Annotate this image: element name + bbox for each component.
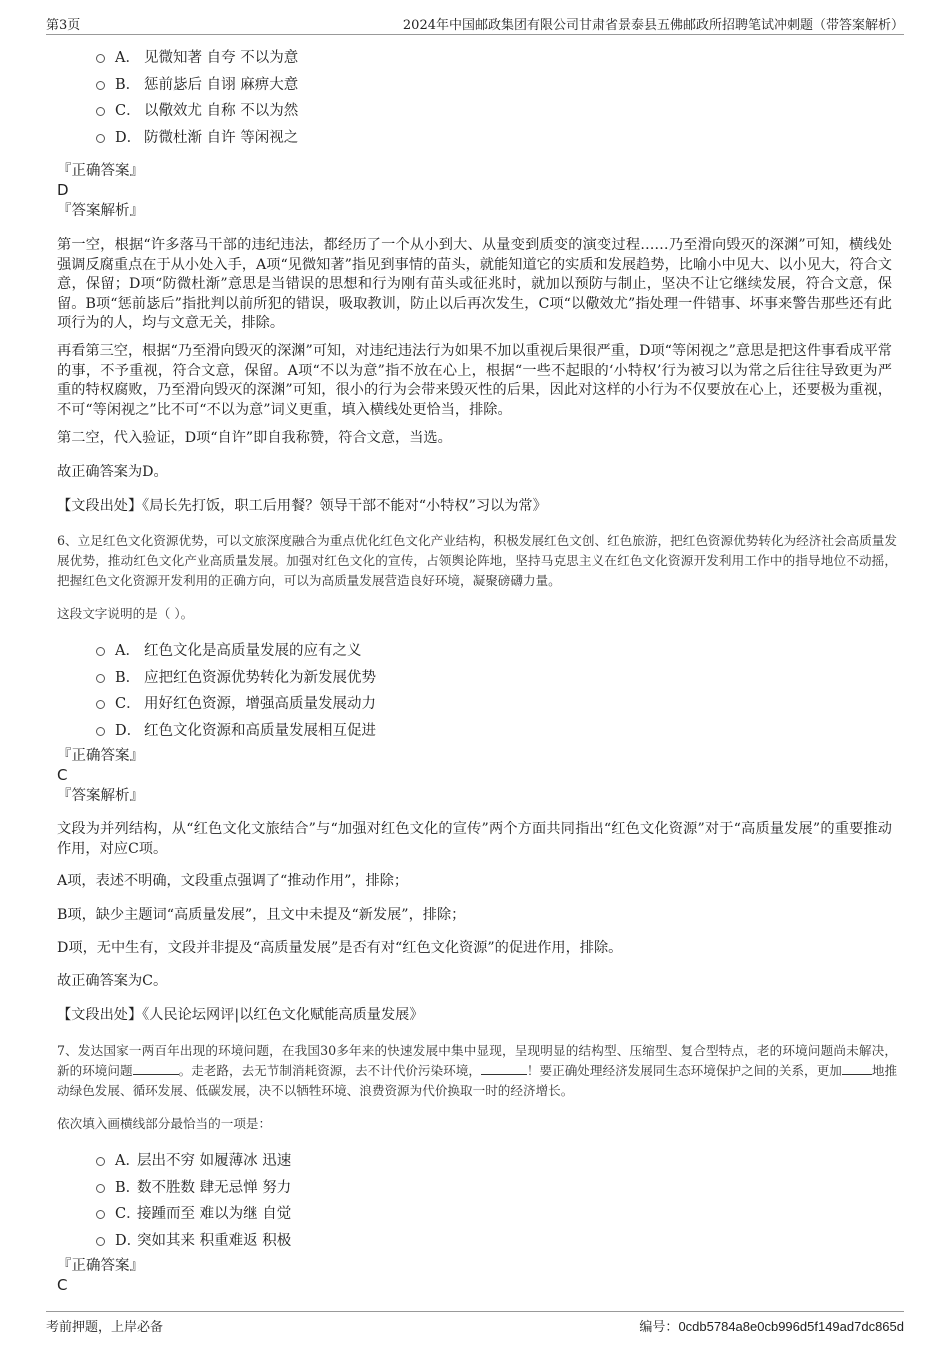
q5-analysis-p3: 第二空，代入验证，D项“自许”即自我称赞，符合文意，当选。 xyxy=(57,430,452,446)
radio-icon[interactable] xyxy=(96,1157,105,1166)
radio-icon[interactable] xyxy=(96,674,105,683)
code-value: 0cdb5784a8e0cb996d5f149ad7dc865d xyxy=(678,1319,904,1334)
option-key: D． xyxy=(115,722,142,739)
radio-icon[interactable] xyxy=(96,1184,105,1193)
q7-option-b[interactable] xyxy=(96,1175,696,1202)
radio-icon[interactable] xyxy=(96,727,105,736)
q7-answer: C xyxy=(57,1276,68,1294)
option-key: B． xyxy=(115,669,141,686)
option-key: D． xyxy=(115,1232,142,1249)
q6-option-c[interactable] xyxy=(96,691,696,718)
option-key: C． xyxy=(115,696,141,712)
q5-source: 【文段出处】《局长先打饭，职工后用餐？领导干部不能对“小特权”习以为常》 xyxy=(57,498,547,514)
answer-blank xyxy=(481,1062,527,1075)
q6-analysis-p4: D项，无中生有，文段并非提及“高质量发展”是否有对“红色文化资源”的促进作用，排除。 xyxy=(57,940,623,956)
q5-answer-label: 『正确答案』 xyxy=(57,163,144,179)
radio-icon[interactable] xyxy=(96,700,105,709)
document-title: 2024年中国邮政集团有限公司甘肃省景泰县五佛邮政所招聘笔试冲刺题（带答案解析） xyxy=(402,18,904,33)
q6-options xyxy=(96,638,696,744)
answer-blank xyxy=(133,1062,179,1075)
option-key: A． xyxy=(115,50,140,66)
option-key: B． xyxy=(115,1179,141,1196)
q6-question: 这段文字说明的是（ ）。 xyxy=(57,606,194,621)
q6-analysis-p2: A项，表述不明确，文段重点强调了“推动作用”，排除； xyxy=(57,873,409,889)
q6-option-b[interactable] xyxy=(96,665,696,692)
q7-stem-part-1: 7、发达国家一两百年出现的环境问题，在我国30多年来的快速发展中集中显现，呈现明显的结构型、压缩型、复合型特点，老的环境问题尚未解决，新的环境问题 xyxy=(57,1043,897,1078)
q5-analysis-p2: 再看第三空，根据“乃至滑向毁灭的深渊”可知，对违纪违法行为如果不加以重视后果很严重，D项“等闲视之”意思是把这件事看成平常的事，不予重视，符合文意，保留。A项“不以为意”指不放在心上，根据“一些不起眼的‘小特权’行为被习以为常之后往往导致更为严重的特权腐败，乃至滑向毁灭的深渊”可知，很小的行为会带来毁灭性的后果，因此对这样的小行为不仅要放在心上，还要极为重视，不可“等闲视之”比不可“不以为意”词义更重，填入横线处更恰当，排除。 xyxy=(57,343,892,418)
q5-options xyxy=(96,45,696,151)
radio-icon[interactable] xyxy=(96,1237,105,1246)
q7-options xyxy=(96,1148,696,1254)
q6-analysis-p5: 故正确答案为C。 xyxy=(57,973,168,989)
document-code xyxy=(639,1316,904,1335)
q5-analysis-p1: 第一空，根据“许多落马干部的违纪违法，都经历了一个从小到大、从量变到质变的演变过程……乃至滑向毁灭的深渊”可知，横线处强调反腐重点在于从小处入手，A项“见微知著”指见到事情的苗头，就能知道它的实质和发展趋势，比喻小中见大、以小见大，符合文意，保留；D项“防微杜渐”意思是当错误的思想和行为刚有苗头或征兆时，就加以预防与制止，坚决不让它继续发展，符合文意，保留。B项“惩前毖后”指批判以前所犯的错误，吸取教训，防止以后再次发生，C项“以儆效尤”指处理一件错事、坏事来警告那些还有此项行为的人，均与文意无关，排除。 xyxy=(57,237,892,332)
q5-option-c[interactable] xyxy=(96,98,696,125)
q6-option-a[interactable] xyxy=(96,638,696,665)
q7-stem-part-3: ！要正确处理经济发展同生态环境保护之间的关系，更加 xyxy=(526,1063,842,1078)
option-text: 惩前毖后 自诩 麻痹大意 xyxy=(144,76,299,93)
option-text: 数不胜数 肆无忌惮 努力 xyxy=(137,1179,292,1196)
radio-icon[interactable] xyxy=(96,1210,105,1219)
radio-icon[interactable] xyxy=(96,647,105,656)
page-header xyxy=(46,14,904,35)
q5-option-a[interactable] xyxy=(96,45,696,72)
footer-slogan: 考前押题，上岸必备 xyxy=(46,1320,164,1335)
q6-analysis-p1: 文段为并列结构，从“红色文化文旅结合”与“加强对红色文化的宣传”两个方面共同指出“红色文化资源”对于“高质量发展”的重要推动作用，对应C项。 xyxy=(57,821,892,857)
q6-answer: C xyxy=(57,766,68,784)
radio-icon[interactable] xyxy=(96,54,105,63)
q6-analysis-p3: B项，缺少主题词“高质量发展”，且文中未提及“新发展”，排除； xyxy=(57,907,466,923)
radio-icon[interactable] xyxy=(96,107,105,116)
q6-stem: 6、立足红色文化资源优势，可以文旅深度融合为重点优化红色文化产业结构，积极发展红色文创、红色旅游，把红色资源优势转化为经济社会高质量发展优势，推动红色文化产业高质量发展。加强对红色文化的宣传，占领舆论阵地，坚持马克思主义在红色文化资源开发利用工作中的指导地位不动摇，把握红色文化资源开发利用的正确方向，可以为高质量发展营造良好环境，凝聚磅礴力量。 xyxy=(57,533,897,588)
q7-answer-label: 『正确答案』 xyxy=(57,1258,144,1274)
q7-stem-part-4: 地推动绿色发展、循环发展、低碳发展，决不以牺牲环境、浪费资源为代价换取一时的经济增长。 xyxy=(57,1063,898,1098)
radio-icon[interactable] xyxy=(96,134,105,143)
q7-stem xyxy=(57,1041,897,1101)
q6-analysis-label: 『答案解析』 xyxy=(57,788,144,804)
q6-source: 【文段出处】《人民论坛网评|以红色文化赋能高质量发展》 xyxy=(57,1007,424,1023)
q7-option-a[interactable] xyxy=(96,1148,696,1175)
page-footer xyxy=(46,1311,904,1335)
option-key: D． xyxy=(115,129,142,146)
option-text: 应把红色资源优势转化为新发展优势 xyxy=(144,669,376,686)
q5-option-d[interactable] xyxy=(96,125,696,152)
option-text: 层出不穷 如履薄冰 迅速 xyxy=(137,1153,292,1169)
code-label: 编号： xyxy=(639,1320,679,1335)
q7-option-c[interactable] xyxy=(96,1201,696,1228)
option-text: 防微杜渐 自许 等闲视之 xyxy=(144,129,299,146)
q7-question: 依次填入画横线部分最恰当的一项是： xyxy=(57,1116,272,1131)
option-key: C． xyxy=(115,103,141,119)
page-number: 第3页 xyxy=(46,18,81,33)
option-key: A． xyxy=(115,1153,140,1169)
option-text: 用好红色资源，增强高质量发展动力 xyxy=(144,696,376,712)
q5-analysis-label: 『答案解析』 xyxy=(57,203,144,219)
q5-option-b[interactable] xyxy=(96,72,696,99)
option-text: 接踵而至 难以为继 自觉 xyxy=(137,1206,292,1222)
q6-option-d[interactable] xyxy=(96,718,696,745)
q5-answer: D xyxy=(57,181,69,199)
radio-icon[interactable] xyxy=(96,81,105,90)
q6-answer-label: 『正确答案』 xyxy=(57,748,144,764)
option-text: 以儆效尤 自称 不以为然 xyxy=(144,103,299,119)
q7-option-d[interactable] xyxy=(96,1228,696,1255)
option-key: C． xyxy=(115,1206,141,1222)
option-text: 红色文化是高质量发展的应有之义 xyxy=(144,643,362,659)
q7-stem-part-2: 。走老路，去无节制消耗资源，去不计代价污染环境， xyxy=(178,1063,481,1078)
option-key: B． xyxy=(115,76,141,93)
option-text: 见微知著 自夸 不以为意 xyxy=(144,50,299,66)
option-text: 红色文化资源和高质量发展相互促进 xyxy=(144,722,376,739)
answer-blank xyxy=(842,1062,872,1075)
option-key: A． xyxy=(115,643,140,659)
q5-analysis-p4: 故正确答案为D。 xyxy=(57,464,168,480)
option-text: 突如其来 积重难返 积极 xyxy=(137,1232,292,1249)
